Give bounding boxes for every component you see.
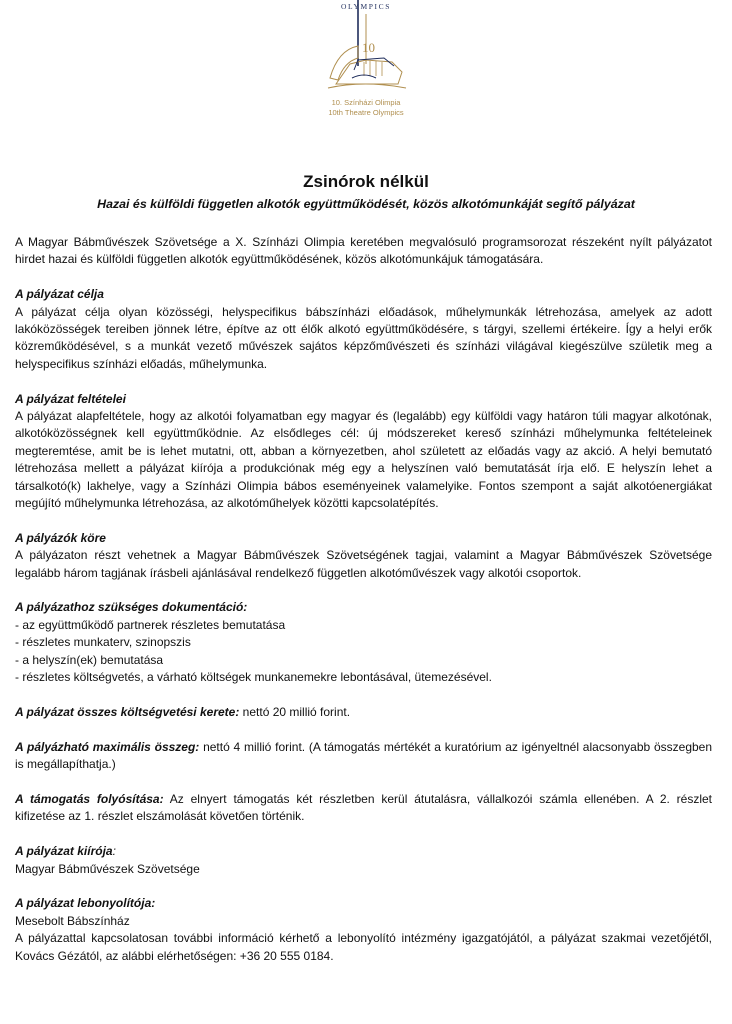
intro-paragraph: A Magyar Bábművészek Szövetsége a X. Színházi Olimpia keretében megvalósuló programsorozat részeként nyílt pályázatot hirdet hazai és külföldi független alkotók együttműködésének, közös alkotómunkájuk támogatására. xyxy=(15,235,712,267)
payment-line xyxy=(15,791,712,826)
organizer-heading: A pályázat lebonyolítója: xyxy=(15,896,156,911)
list-item: - az együttműködő partnerek részletes bemutatása xyxy=(15,617,286,632)
max-amount-line xyxy=(15,739,712,774)
applicants-text: A pályázaton részt vehetnek a Magyar Bábművészek Szövetségének tagjai, valamint a Magyar Bábművészek Szövetsége legalább három tagjának írásbeli ajánlásával rendelkező független alkotóművészek vagy alkotói csoportok. xyxy=(15,548,712,580)
documentation-list xyxy=(15,617,712,687)
issuer-text: Magyar Bábművészek Szövetsége xyxy=(15,861,200,876)
documentation-heading: A pályázathoz szükséges dokumentáció: xyxy=(15,600,248,615)
list-item: - részletes munkaterv, szinopszis xyxy=(15,635,191,650)
payment-text: Az elnyert támogatás két részletben kerül átutalásra, vállalkozói számla ellenében. A 2. részlet kifizetése az 1. részlet elszámolását követően történik. xyxy=(15,791,713,824)
payment-heading: A támogatás folyósítása: xyxy=(15,791,164,806)
page-subtitle: Hazai és külföldi független alkotók együttműködését, közös alkotómunkáját segítő pályázat xyxy=(97,197,635,211)
theatre-olympics-logo xyxy=(314,0,418,126)
max-amount-heading: A pályázható maximális összeg: xyxy=(15,739,200,754)
list-item: - a helyszín(ek) bemutatása xyxy=(15,652,164,667)
issuer-heading: A pályázat kiírója xyxy=(15,844,113,859)
issuer-colon: : xyxy=(112,844,116,859)
logo-caption-hu: 10. Színházi Olimpia xyxy=(331,98,401,107)
conditions-heading: A pályázat feltételei xyxy=(15,391,126,406)
organizer-text: A pályázattal kapcsolatosan további információ kérhető a lebonyolító intézmény igazgatójától, a pályázat szakmai vezetőjétől, Kovács Gézától, az alábbi elérhetőségen: +36 20 555 0184. xyxy=(15,931,712,963)
budget-heading: A pályázat összes költségvetési kerete: xyxy=(15,704,240,719)
max-amount-text: nettó 4 millió forint. (A támogatás mértékét a kuratórium az igényeltnél alacsonyabb összegben is megállapíthatja.) xyxy=(15,739,713,772)
budget-text: nettó 20 millió forint. xyxy=(239,704,351,719)
organizer-name: Mesebolt Bábszínház xyxy=(15,913,130,928)
document-body xyxy=(15,234,712,965)
page-title: Zsinórok nélkül xyxy=(303,172,429,191)
logo-number: 10 xyxy=(362,40,375,55)
budget-line xyxy=(15,704,712,721)
conditions-text: A pályázat alapfeltétele, hogy az alkotói folyamatban egy magyar és (legalább) egy külföldi vagy határon túli magyar alkotónak, alkotóközösségnek kell együttműködnie. Az elsődleges cél: új módszereket kereső színházi műhelymunka feltételeinek megteremtése, amit be is lehet mutatni, ott, abban a környezetben, ahol született az előadás vagy az akció. A helyi bemutató létrehozása mellett a pályázat kiírója a produkciónak még egy a helyszínen való bemutatását írja elő. E helyszín lehet a társalkotó(k) lakhelye, vagy a Színházi Olimpia bábos eseményeinek valamelyike. Fontos szempont a saját alkotóenergiákat megújító műhelymunka létrehozása, az alkotóműhelyek közötti kapcsolatépítés. xyxy=(15,409,712,511)
logo-caption-en: 10th Theatre Olympics xyxy=(328,108,404,117)
goal-text: A pályázat célja olyan közösségi, helyspecifikus bábszínházi előadások, műhelymunkák létrehozása, amelyek az adott lakóközösségek tereiben jönnek létre, építve az ott élők alkotó együttműködésére, s tárgyi, szellemi értékeire. Így a helyi erők közreműködésével, s a munkát vezető művészek sajátos képzőművészeti és színházi világával kiegészülve születik meg a helyspecifikus színházi előadás, műhelymunka. xyxy=(15,304,712,371)
goal-heading: A pályázat célja xyxy=(15,287,104,302)
applicants-heading: A pályázók köre xyxy=(15,530,106,545)
list-item: - részletes költségvetés, a várható költségek munkanemekre lebontásával, ütemezésével. xyxy=(15,670,492,685)
logo-wordmark: OLYMPICS xyxy=(341,2,391,11)
issuer-heading-line xyxy=(15,843,712,860)
